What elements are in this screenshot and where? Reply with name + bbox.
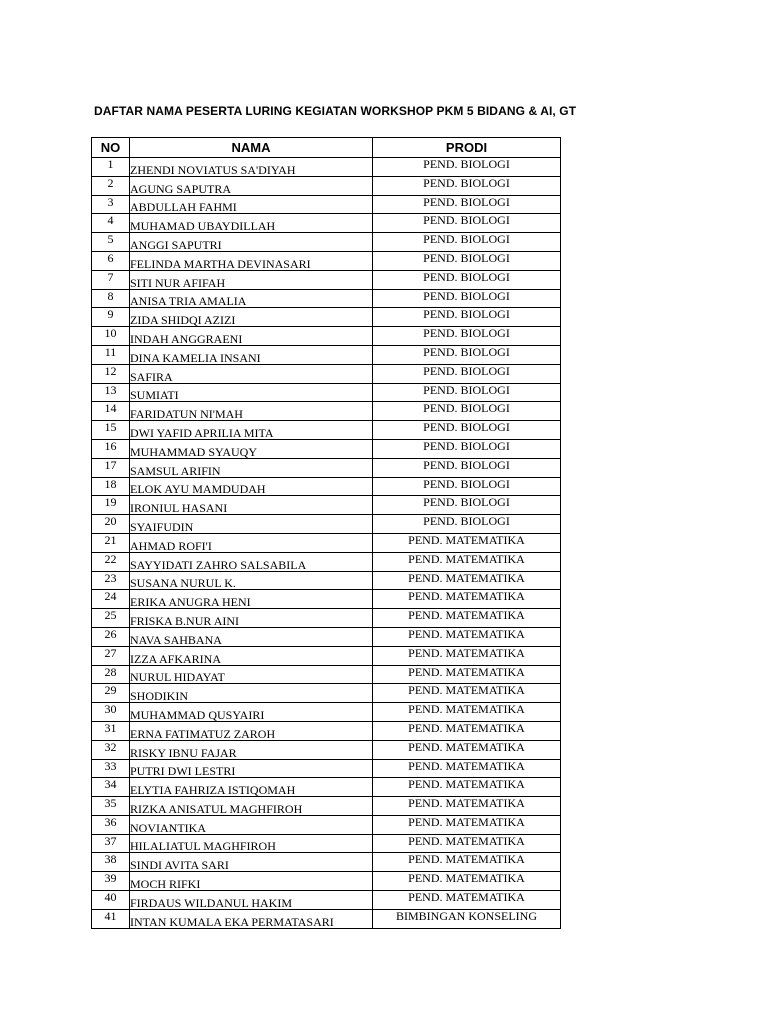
study-program: PEND. BIOLOGI xyxy=(373,176,561,195)
participant-name: FIRDAUS WILDANUL HAKIM xyxy=(130,891,373,910)
participant-name: ELOK AYU MAMDUDAH xyxy=(130,477,373,496)
participant-name: DWI YAFID APRILIA MITA xyxy=(130,421,373,440)
study-program: PEND. BIOLOGI xyxy=(373,439,561,458)
row-number: 22 xyxy=(92,552,130,571)
row-number: 37 xyxy=(92,834,130,853)
table-row xyxy=(92,778,561,797)
table-row xyxy=(92,909,561,928)
study-program: PEND. BIOLOGI xyxy=(373,195,561,214)
row-number: 35 xyxy=(92,797,130,816)
study-program: PEND. MATEMATIKA xyxy=(373,571,561,590)
participant-name: ERNA FATIMATUZ ZAROH xyxy=(130,721,373,740)
participant-name: FELINDA MARTHA DEVINASARI xyxy=(130,251,373,270)
study-program: PEND. MATEMATIKA xyxy=(373,665,561,684)
participant-name: INDAH ANGGRAENI xyxy=(130,327,373,346)
study-program: PEND. MATEMATIKA xyxy=(373,891,561,910)
participant-name: SYAIFUDIN xyxy=(130,515,373,534)
study-program: PEND. MATEMATIKA xyxy=(373,627,561,646)
study-program: PEND. BIOLOGI xyxy=(373,364,561,383)
table-row xyxy=(92,458,561,477)
participant-name: IRONIUL HASANI xyxy=(130,496,373,515)
participant-name: PUTRI DWI LESTRI xyxy=(130,759,373,778)
table-row xyxy=(92,684,561,703)
study-program: PEND. BIOLOGI xyxy=(373,515,561,534)
participant-name: ABDULLAH FAHMI xyxy=(130,195,373,214)
table-row xyxy=(92,383,561,402)
participant-name: SUSANA NURUL K. xyxy=(130,571,373,590)
study-program: PEND. MATEMATIKA xyxy=(373,609,561,628)
study-program: PEND. BIOLOGI xyxy=(373,421,561,440)
table-row xyxy=(92,195,561,214)
study-program: PEND. MATEMATIKA xyxy=(373,797,561,816)
participant-name: MUHAMAD UBAYDILLAH xyxy=(130,214,373,233)
row-number: 6 xyxy=(92,251,130,270)
study-program: PEND. MATEMATIKA xyxy=(373,778,561,797)
table-row xyxy=(92,214,561,233)
row-number: 38 xyxy=(92,853,130,872)
header-nama: NAMA xyxy=(130,138,373,158)
table-row xyxy=(92,853,561,872)
participant-name: MUHAMMAD SYAUQY xyxy=(130,439,373,458)
table-row xyxy=(92,402,561,421)
row-number: 33 xyxy=(92,759,130,778)
study-program: PEND. MATEMATIKA xyxy=(373,740,561,759)
row-number: 39 xyxy=(92,872,130,891)
participant-name: SHODIKIN xyxy=(130,684,373,703)
study-program: PEND. BIOLOGI xyxy=(373,496,561,515)
participant-name: SAYYIDATI ZAHRO SALSABILA xyxy=(130,552,373,571)
row-number: 30 xyxy=(92,703,130,722)
study-program: PEND. BIOLOGI xyxy=(373,458,561,477)
table-row xyxy=(92,515,561,534)
study-program: PEND. MATEMATIKA xyxy=(373,590,561,609)
row-number: 24 xyxy=(92,590,130,609)
participant-name: SAMSUL ARIFIN xyxy=(130,458,373,477)
study-program: PEND. MATEMATIKA xyxy=(373,872,561,891)
row-number: 41 xyxy=(92,909,130,928)
row-number: 27 xyxy=(92,646,130,665)
study-program: PEND. BIOLOGI xyxy=(373,345,561,364)
row-number: 9 xyxy=(92,308,130,327)
row-number: 12 xyxy=(92,364,130,383)
participant-name: ELYTIA FAHRIZA ISTIQOMAH xyxy=(130,778,373,797)
table-row xyxy=(92,609,561,628)
table-row xyxy=(92,759,561,778)
table-row xyxy=(92,176,561,195)
study-program: PEND. BIOLOGI xyxy=(373,289,561,308)
table-body xyxy=(92,158,561,929)
table-row xyxy=(92,439,561,458)
row-number: 21 xyxy=(92,533,130,552)
row-number: 36 xyxy=(92,815,130,834)
table-row xyxy=(92,891,561,910)
study-program: PEND. BIOLOGI xyxy=(373,233,561,252)
row-number: 18 xyxy=(92,477,130,496)
participant-name: NURUL HIDAYAT xyxy=(130,665,373,684)
table-row xyxy=(92,552,561,571)
table-row xyxy=(92,834,561,853)
participant-name: INTAN KUMALA EKA PERMATASARI xyxy=(130,909,373,928)
study-program: PEND. MATEMATIKA xyxy=(373,703,561,722)
row-number: 7 xyxy=(92,270,130,289)
participant-name: HILALIATUL MAGHFIROH xyxy=(130,834,373,853)
participant-name: NAVA SAHBANA xyxy=(130,627,373,646)
row-number: 5 xyxy=(92,233,130,252)
row-number: 25 xyxy=(92,609,130,628)
row-number: 16 xyxy=(92,439,130,458)
row-number: 11 xyxy=(92,345,130,364)
row-number: 40 xyxy=(92,891,130,910)
row-number: 29 xyxy=(92,684,130,703)
participant-name: ZIDA SHIDQI AZIZI xyxy=(130,308,373,327)
table-row xyxy=(92,721,561,740)
table-header-row xyxy=(92,138,561,158)
study-program: PEND. BIOLOGI xyxy=(373,158,561,177)
header-no: NO xyxy=(92,138,130,158)
row-number: 23 xyxy=(92,571,130,590)
table-row xyxy=(92,308,561,327)
study-program: PEND. BIOLOGI xyxy=(373,251,561,270)
participant-name: IZZA AFKARINA xyxy=(130,646,373,665)
table-row xyxy=(92,590,561,609)
study-program: PEND. BIOLOGI xyxy=(373,308,561,327)
participant-name: SUMIATI xyxy=(130,383,373,402)
row-number: 4 xyxy=(92,214,130,233)
header-prodi: PRODI xyxy=(373,138,561,158)
table-row xyxy=(92,233,561,252)
table-row xyxy=(92,270,561,289)
study-program: PEND. BIOLOGI xyxy=(373,327,561,346)
row-number: 31 xyxy=(92,721,130,740)
participant-name: ANGGI SAPUTRI xyxy=(130,233,373,252)
table-row xyxy=(92,496,561,515)
table-row xyxy=(92,289,561,308)
table-row xyxy=(92,665,561,684)
row-number: 3 xyxy=(92,195,130,214)
study-program: PEND. MATEMATIKA xyxy=(373,815,561,834)
row-number: 32 xyxy=(92,740,130,759)
row-number: 2 xyxy=(92,176,130,195)
row-number: 19 xyxy=(92,496,130,515)
row-number: 14 xyxy=(92,402,130,421)
table-row xyxy=(92,627,561,646)
table-row xyxy=(92,703,561,722)
row-number: 15 xyxy=(92,421,130,440)
row-number: 10 xyxy=(92,327,130,346)
row-number: 8 xyxy=(92,289,130,308)
document-title: DAFTAR NAMA PESERTA LURING KEGIATAN WORKSHOP PKM 5 BIDANG & AI, GT xyxy=(94,104,577,118)
row-number: 1 xyxy=(92,158,130,177)
table-row xyxy=(92,571,561,590)
participant-name: ANISA TRIA AMALIA xyxy=(130,289,373,308)
study-program: PEND. MATEMATIKA xyxy=(373,552,561,571)
table-row xyxy=(92,345,561,364)
study-program: PEND. MATEMATIKA xyxy=(373,646,561,665)
study-program: PEND. MATEMATIKA xyxy=(373,684,561,703)
participant-name: SITI NUR AFIFAH xyxy=(130,270,373,289)
table-row xyxy=(92,158,561,177)
participant-name: MOCH RIFKI xyxy=(130,872,373,891)
table-row xyxy=(92,797,561,816)
study-program: PEND. BIOLOGI xyxy=(373,402,561,421)
study-program: PEND. MATEMATIKA xyxy=(373,721,561,740)
row-number: 13 xyxy=(92,383,130,402)
row-number: 26 xyxy=(92,627,130,646)
table-row xyxy=(92,646,561,665)
study-program: BIMBINGAN KONSELING xyxy=(373,909,561,928)
participant-name: RISKY IBNU FAJAR xyxy=(130,740,373,759)
row-number: 34 xyxy=(92,778,130,797)
table-row xyxy=(92,477,561,496)
table-row xyxy=(92,421,561,440)
participant-name: AGUNG SAPUTRA xyxy=(130,176,373,195)
participant-name: ERIKA ANUGRA HENI xyxy=(130,590,373,609)
study-program: PEND. BIOLOGI xyxy=(373,383,561,402)
participant-name: NOVIANTIKA xyxy=(130,815,373,834)
study-program: PEND. MATEMATIKA xyxy=(373,533,561,552)
study-program: PEND. MATEMATIKA xyxy=(373,834,561,853)
participant-name: ZHENDI NOVIATUS SA'DIYAH xyxy=(130,158,373,177)
participant-name: DINA KAMELIA INSANI xyxy=(130,345,373,364)
table-row xyxy=(92,533,561,552)
participant-table xyxy=(91,137,561,929)
study-program: PEND. MATEMATIKA xyxy=(373,853,561,872)
participant-name: SINDI AVITA SARI xyxy=(130,853,373,872)
table-row xyxy=(92,364,561,383)
study-program: PEND. BIOLOGI xyxy=(373,270,561,289)
table-row xyxy=(92,251,561,270)
participant-name: MUHAMMAD QUSYAIRI xyxy=(130,703,373,722)
table-row xyxy=(92,872,561,891)
study-program: PEND. MATEMATIKA xyxy=(373,759,561,778)
table-row xyxy=(92,327,561,346)
participant-name: FARIDATUN NI'MAH xyxy=(130,402,373,421)
participant-name: SAFIRA xyxy=(130,364,373,383)
participant-name: FRISKA B.NUR AINI xyxy=(130,609,373,628)
row-number: 20 xyxy=(92,515,130,534)
table-row xyxy=(92,740,561,759)
table-row xyxy=(92,815,561,834)
study-program: PEND. BIOLOGI xyxy=(373,477,561,496)
row-number: 28 xyxy=(92,665,130,684)
participant-name: AHMAD ROFI'I xyxy=(130,533,373,552)
study-program: PEND. BIOLOGI xyxy=(373,214,561,233)
participant-name: RIZKA ANISATUL MAGHFIROH xyxy=(130,797,373,816)
row-number: 17 xyxy=(92,458,130,477)
